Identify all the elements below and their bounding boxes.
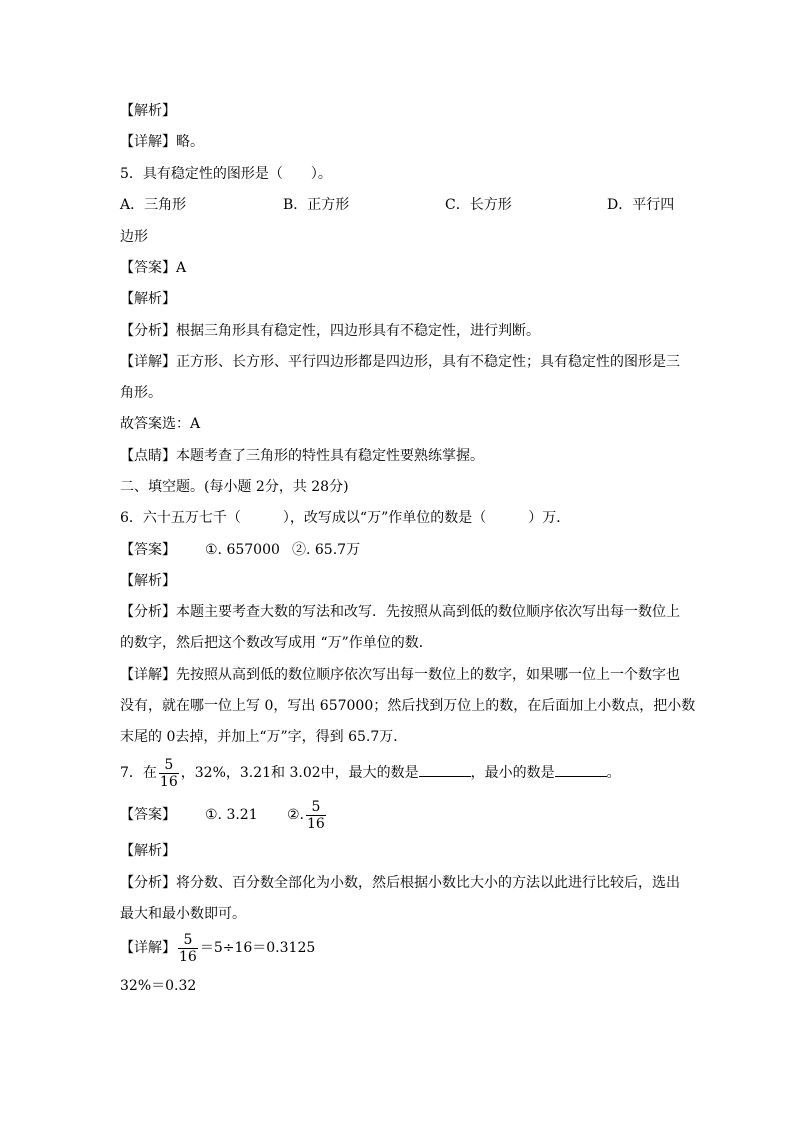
fraction-denominator: 16 (307, 815, 325, 832)
q6-answer-label: 【答案】 (120, 542, 176, 558)
q7-answer-2-label: ②. (287, 807, 305, 823)
q7-end: 。 (606, 765, 621, 781)
answer-blank (419, 762, 471, 777)
q5-jiexi: 【解析】 (120, 291, 176, 307)
q5-fenxi: 【分析】根据三角形具有稳定性，四边形具有不稳定性，进行判断。 (120, 323, 540, 339)
fraction-denominator: 16 (179, 948, 197, 965)
q7-fenxi-line-1: 【分析】将分数、百分数全部化为小数，然后根据小数比大小的方法以此进行比较后，选出 (120, 875, 680, 891)
question-6: 6．六十五万七千（ ），改写成以“万”作单位的数是（ ）万． (120, 510, 571, 526)
q6-fenxi-line-1: 【分析】本题主要考查大数的写法和改写．先按照从高到低的数位顺序依次写出每一数位上 (120, 604, 680, 620)
fraction-numerator: 5 (159, 757, 179, 774)
q6-fenxi-line-2: 的数字，然后把这个数改写成用 “万”作单位的数． (120, 635, 433, 651)
answer-blank (555, 762, 607, 777)
q5-xiangjie-line-2: 角形。 (120, 385, 162, 401)
q7-answer-2 (287, 797, 328, 833)
fraction-numerator: 5 (178, 932, 198, 949)
q7-xiangjie-rest: ＝5÷16＝0.3125 (199, 940, 316, 956)
q7-xiangjie-label: 【详解】 (120, 940, 176, 956)
q7-prefix: 7．在 (120, 765, 157, 781)
q7-fenxi-line-2: 最大和最小数即可。 (120, 906, 246, 922)
q7-answer-1: ①. 3.21 (205, 807, 258, 823)
q6-answer-2: ②. 65.7万 (292, 542, 361, 558)
q7-answer (120, 797, 176, 833)
question-7 (120, 755, 621, 791)
q7-answer-label: 【答案】 (120, 807, 176, 823)
q5-xiangjie-line-1: 【详解】正方形、长方形、平行四边形都是四边形，具有不稳定性；具有稳定性的图形是三 (120, 354, 680, 370)
q6-xiangjie-line-3: 末尾的 0去掉，并加上“万”字，得到 65.7万． (120, 729, 408, 745)
q7-middle: ，32%，3.21和 3.02中，最大的数是 (180, 765, 419, 781)
fraction-numerator: 5 (306, 799, 326, 816)
q5-option-b: B．正方形 (283, 197, 350, 213)
fraction-denominator: 16 (159, 773, 178, 790)
q6-xiangjie-line-1: 【详解】先按照从高到低的数位顺序依次写出每一数位上的数字，如果哪一位上一个数字也 (120, 667, 680, 683)
fraction (306, 799, 326, 832)
q5-dianjing: 【点睛】本题考查了三角形的特性具有稳定性要熟练掌握。 (120, 448, 484, 464)
q5-answer: 【答案】A (120, 260, 187, 276)
q5-answer-choice: 故答案选：A (120, 416, 201, 432)
fraction (159, 757, 179, 790)
q5-option-d: D．平行四 (607, 197, 675, 213)
q7-middle-2: ，最小的数是 (470, 765, 555, 781)
jiexi-heading: 【解析】 (120, 103, 176, 119)
q6-jiexi: 【解析】 (120, 573, 176, 589)
q6-xiangjie-line-2: 没有，就在哪一位上写 0，写出 657000；然后找到万位上的数，在后面加上小数点，把小数 (120, 698, 696, 714)
section-2-heading: 二、填空题。(每小题 2分，共 28分) (120, 479, 349, 495)
fraction (178, 932, 198, 965)
q7-jiexi: 【解析】 (120, 843, 176, 859)
q5-option-a: A．三角形 (120, 197, 187, 213)
q5-option-d-continued: 边形 (120, 229, 148, 245)
q7-last-line: 32%＝0.32 (120, 978, 197, 994)
question-5: 5．具有稳定性的图形是（ ）。 (120, 166, 332, 182)
xiangjie-line: 【详解】略。 (120, 134, 204, 150)
q5-option-c: C．长方形 (445, 197, 512, 213)
q6-answer-1: ①. 657000 (205, 542, 280, 558)
q7-xiangjie (120, 930, 315, 966)
